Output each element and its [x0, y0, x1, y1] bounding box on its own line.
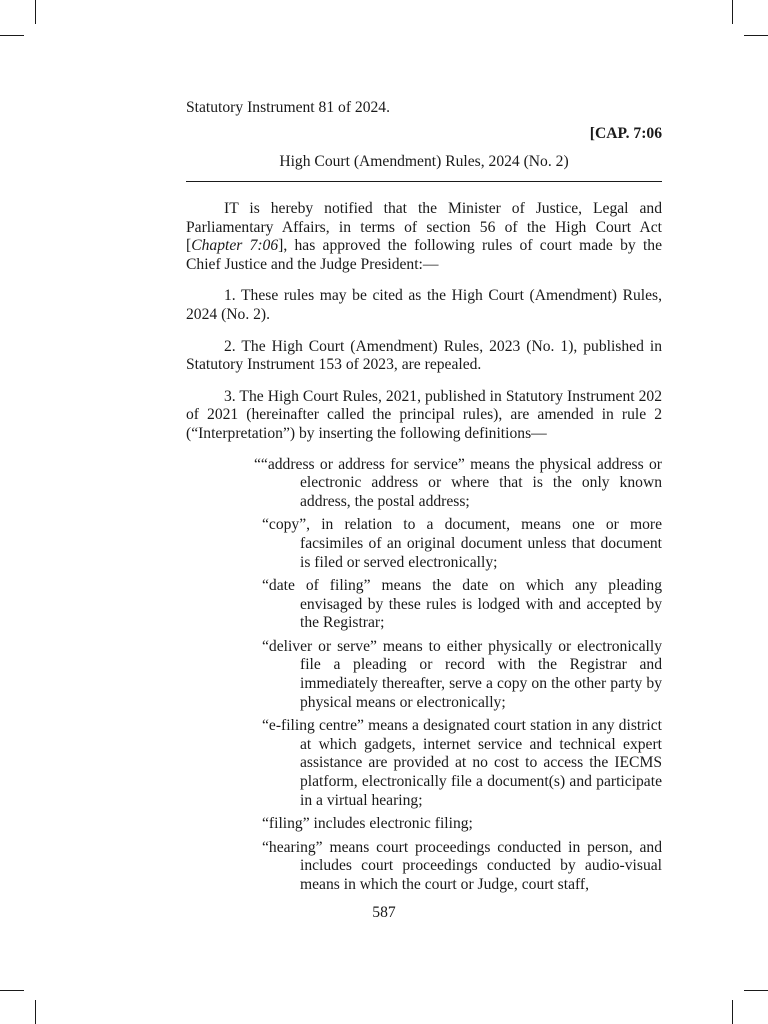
- definition-item: “hearing” means court proceedings conducted in person, and includes court proceedings conducted by audio-visual means in which the court or Judge, court staff,: [262, 838, 662, 893]
- rule-1-paragraph: 1. These rules may be cited as the High Court (Amendment) Rules, 2024 (No. 2).: [186, 287, 662, 323]
- definition-item: “copy”, in relation to a document, means one or more facsimiles of an original document unless that document is filed or served electronically;: [262, 516, 662, 571]
- crop-mark: [732, 0, 733, 24]
- definition-item: “filing” includes electronic filing;: [262, 815, 473, 833]
- intro-paragraph: [186, 200, 662, 274]
- intro-chapter-ref: Chapter 7:06: [191, 237, 279, 255]
- crop-mark: [0, 35, 24, 36]
- chapter-reference: [CAP. 7:06: [589, 125, 662, 142]
- crop-mark: [0, 990, 24, 991]
- crop-mark: [744, 990, 768, 991]
- crop-mark: [35, 0, 36, 24]
- crop-mark: [732, 1000, 733, 1024]
- intro-text-before: IT is hereby notified that the Minister of Justice, Legal and Parliamentary Affairs, in terms of section 56 of the High Court Act [: [186, 200, 662, 255]
- crop-mark: [35, 1000, 36, 1024]
- crop-mark: [744, 35, 768, 36]
- title-divider: [186, 181, 662, 182]
- rule-2-paragraph: 2. The High Court (Amendment) Rules, 2023 (No. 1), published in Statutory Instrument 153 of 2023, are repealed.: [186, 337, 662, 374]
- definitions-list: [254, 455, 662, 895]
- definition-item: ““address or address for service” means the physical address or electronic address or where that is the only known address, the postal address;: [254, 455, 662, 510]
- statutory-instrument-line: Statutory Instrument 81 of 2024.: [186, 99, 390, 116]
- definition-item: “e-filing centre” means a designated court station in any district at which gadgets, internet service and technical expert assistance are provided at no cost to access the IECMS platform, electronically file a document(s) and participate in a virtual hearing;: [262, 717, 662, 809]
- page-number: 587: [372, 904, 396, 921]
- definition-item: “date of filing” means the date on which any pleading envisaged by these rules is lodged with and accepted by the Registrar;: [262, 577, 662, 632]
- document-page: [186, 97, 662, 900]
- rule-3-paragraph: 3. The High Court Rules, 2021, published in Statutory Instrument 202 of 2021 (hereinafter called the principal rules), are amended in rule 2 (“Interpretation”) by inserting the following definitions—: [186, 387, 662, 442]
- document-title: High Court (Amendment) Rules, 2024 (No. 2): [279, 153, 569, 170]
- intro-text-after: ], has approved the following rules of court made by the Chief Justice and the Judge President:—: [186, 237, 662, 273]
- definition-item: “deliver or serve” means to either physically or electronically file a pleading or record with the Registrar and immediately thereafter, serve a copy on the other party by physical means or electronically;: [262, 637, 662, 711]
